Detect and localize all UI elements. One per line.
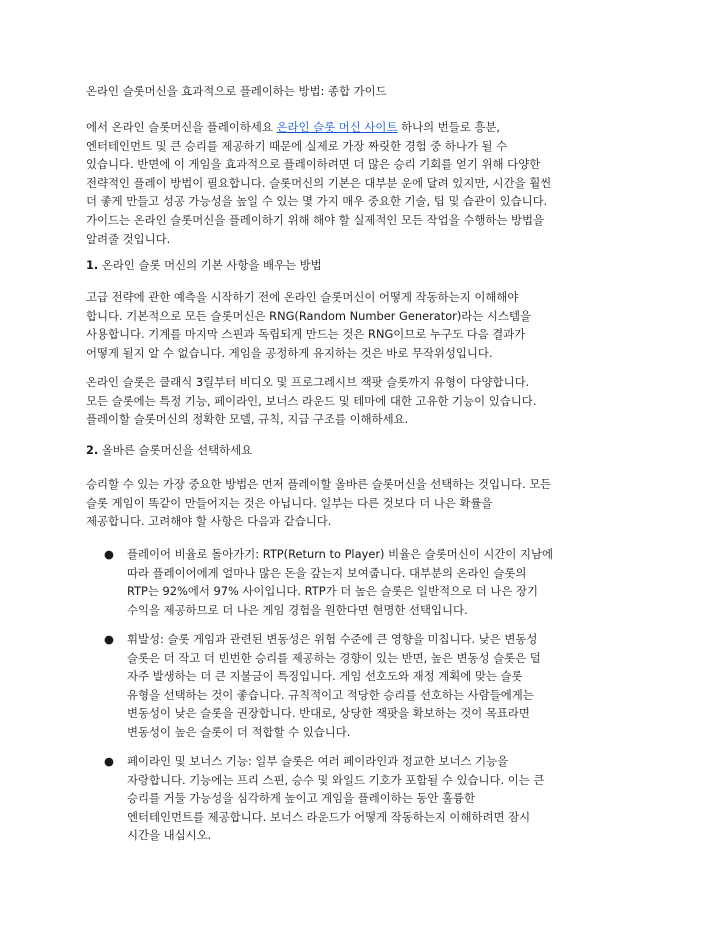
list-item-line: RTP는 92%에서 97% 사이입니다. RTP가 더 높은 슬롯은 일반적으로 더 나은 장기 <box>127 584 538 599</box>
paragraph-line: 승리할 수 있는 가장 중요한 방법은 먼저 플레이할 올바른 슬롯머신을 선택하는 것입니다. 모든 <box>86 477 552 491</box>
list-item-line: 엔터테인먼트를 제공합니다. 보너스 라운드가 어떻게 작동하는지 이해하려면 잠시 <box>127 809 531 824</box>
intro-paragraph <box>86 118 646 248</box>
paragraph-line: 플레이할 슬롯머신의 정확한 모델, 규칙, 지급 구조를 이해하세요. <box>86 412 409 427</box>
list-item-line: 따라 플레이어에게 얼마나 많은 돈을 갚는지 보여줍니다. 대부분의 온라인 슬롯의 <box>127 565 527 580</box>
list-item-line: 페이라인 및 보너스 기능: 일부 슬롯은 여러 페이라인과 정교한 보너스 기능을 <box>127 754 509 768</box>
bullet-icon: ● <box>104 632 114 646</box>
section-heading <box>86 441 252 460</box>
list-item-line: 자주 발생하는 더 큰 지불금이 특징입니다. 게임 선호도와 재정 계획에 맞는 슬롯 <box>127 669 523 684</box>
list-item-line: 플레이어 비율로 돌아가기: RTP(Return to Player) 비율은 슬롯머신이 시간이 지남에 <box>127 547 553 561</box>
list-item <box>127 545 647 619</box>
bullet-icon: ● <box>104 547 114 561</box>
section-title: 온라인 슬롯 머신의 기본 사항을 배우는 방법 <box>98 258 322 272</box>
list-item-line: 시간을 내십시오. <box>127 828 212 843</box>
section-number: 2. <box>86 443 99 457</box>
intro-line: 엔터테인먼트 및 큰 승리를 제공하기 때문에 실제로 가장 짜릿한 경험 중 하나가 될 수 <box>86 138 508 153</box>
list-item-line: 휘발성: 슬롯 게임과 관련된 변동성은 위험 수준에 큰 영향을 미칩니다. 낮은 변동성 <box>127 632 538 646</box>
intro-line <box>86 118 646 137</box>
paragraph-line: 고급 전략에 관한 예측을 시작하기 전에 온라인 슬롯머신이 어떻게 작동하는지 이해해야 <box>86 290 519 304</box>
intro-line: 알려줄 것입니다. <box>86 231 171 246</box>
paragraph-line: 사용합니다. 기계를 마지막 스핀과 독립되게 만드는 것은 RNG이므로 누구도 다음 결과가 <box>86 327 526 342</box>
section1-paragraph <box>86 288 646 362</box>
intro-line: 가이드는 온라인 슬롯머신을 플레이하기 위해 해야 할 실제적인 모든 작업을 수행하는 방법을 <box>86 212 544 227</box>
section2-paragraph <box>86 475 646 531</box>
paragraph-line: 모든 슬롯에는 특정 기능, 페이라인, 보너스 라운드 및 테마에 대한 고유한 기능이 있습니다. <box>86 393 537 408</box>
paragraph-line: 합니다. 기본적으로 모든 슬롯머신은 RNG(Random Number Generator)라는 시스템을 <box>86 308 531 323</box>
page-title: 온라인 슬롯머신을 효과적으로 플레이하는 방법: 종합 가이드 <box>86 84 387 98</box>
bullet-icon: ● <box>104 754 114 768</box>
list-item-line: 변동성이 낮은 슬롯을 권장합니다. 반대로, 상당한 잭팟을 확보하는 것이 목표라면 <box>127 706 530 721</box>
list-item <box>127 752 647 845</box>
list-item-line: 수익을 제공하므로 더 나은 게임 경험을 원한다면 현명한 선택입니다. <box>127 602 468 617</box>
section-heading <box>86 256 322 275</box>
section-number: 1. <box>86 258 99 272</box>
slot-site-link[interactable]: 온라인 슬롯 머신 사이트 <box>276 120 398 134</box>
list-item-line: 유형을 선택하는 것이 좋습니다. 규칙적이고 적당한 승리를 선호하는 사람들에게는 <box>127 687 534 702</box>
intro-line: 전략적인 플레이 방법이 필요합니다. 슬롯머신의 기본은 대부분 운에 달려 있지만, 시간을 훨씬 <box>86 175 552 190</box>
paragraph-line: 온라인 슬롯은 클래식 3릴부터 비디오 및 프로그레시브 잭팟 슬롯까지 유형이 다양합니다. <box>86 375 530 389</box>
list-item-line: 변동성이 높은 슬롯이 더 적합할 수 있습니다. <box>127 724 351 739</box>
intro-line: 있습니다. 반면에 이 게임을 효과적으로 플레이하려면 더 많은 승리 기회를 얻기 위해 다양한 <box>86 157 541 172</box>
list-item-line: 슬롯은 더 작고 더 빈번한 승리를 제공하는 경향이 있는 반면, 높은 변동성 슬롯은 덜 <box>127 650 541 665</box>
intro-line: 더 좋게 만들고 성공 가능성을 높일 수 있는 몇 가지 매우 중요한 기술, 팁 및 습관이 있습니다. <box>86 194 548 209</box>
paragraph-line: 어떻게 될지 알 수 없습니다. 게임을 공정하게 유지하는 것은 바로 무작위성입니다. <box>86 345 493 360</box>
section1-paragraph <box>86 373 646 429</box>
paragraph-line: 제공합니다. 고려해야 할 사항은 다음과 같습니다. <box>86 514 332 529</box>
list-item-line: 승리를 거둘 가능성을 심각하게 높이고 게임을 플레이하는 동안 훌륭한 <box>127 791 476 806</box>
list-item-line: 자랑합니다. 기능에는 프리 스핀, 승수 및 와일드 기호가 포함될 수 있습니다. 이는 큰 <box>127 772 545 787</box>
intro-text: 에서 온라인 슬롯머신을 플레이하세요 <box>86 120 277 134</box>
intro-text: 하나의 번들로 흥분, <box>397 120 500 134</box>
section-title: 올바른 슬롯머신을 선택하세요 <box>98 443 253 457</box>
paragraph-line: 슬롯 게임이 똑같이 만들어지는 것은 아닙니다. 일부는 다른 것보다 더 나은 확률을 <box>86 495 493 510</box>
list-item <box>127 630 647 742</box>
